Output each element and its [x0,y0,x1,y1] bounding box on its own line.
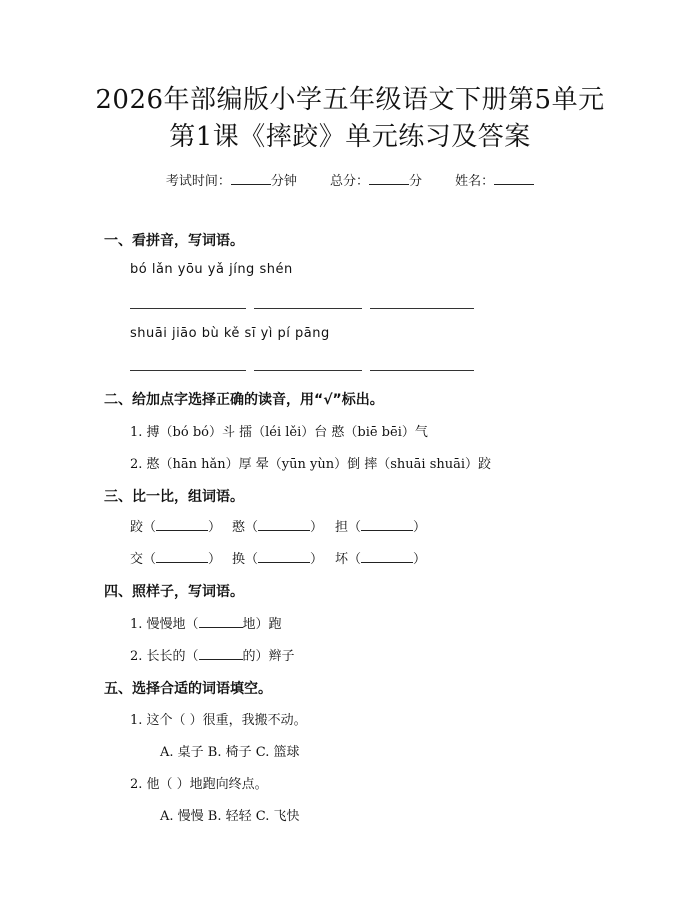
answer-line[interactable] [254,308,362,309]
time-blank[interactable] [231,172,271,185]
page-title-line2: 第1课《摔跤》单元练习及答案 [169,122,531,152]
section-3-title: 三、比一比，组词语。 [104,489,244,505]
score-unit: 分 [409,174,423,189]
compare-item: 坏（ ） [335,552,427,567]
answer-line[interactable] [254,370,362,371]
example-line-1: 1. 慢慢地（ 地）跑 [130,617,282,632]
section-5-title: 五、选择合适的词语填空。 [104,681,272,697]
compare-item: 担（ ） [335,520,427,535]
pronunciation-line-1: 1. 搏（bó bó）斗 擂（léi lěi）台 憨（biē bēi）气 [130,425,428,440]
question-2: 2. 他（ ）地跑向终点。 [130,777,268,792]
pinyin-row-2: shuāi jiāo bù kě sī yì pí pāng [130,326,330,341]
answer-line[interactable] [130,370,246,371]
question-2-options: A. 慢慢 B. 轻轻 C. 飞快 [160,809,300,824]
section-4-title: 四、照样子，写词语。 [104,584,244,600]
example-line-2: 2. 长长的（ 的）辫子 [130,649,295,664]
name-blank[interactable] [494,172,534,185]
section-2-title: 二、给加点字选择正确的读音，用“√”标出。 [104,392,384,408]
exam-info [0,170,700,189]
compare-item: 交（ ） [130,552,222,567]
time-unit: 分钟 [270,174,297,189]
pinyin-row-1: bó lǎn yōu yǎ jíng shén [130,262,293,277]
time-label: 考试时间： [165,174,231,189]
answer-line[interactable] [370,370,474,371]
question-1-options: A. 桌子 B. 椅子 C. 篮球 [160,745,300,760]
pronunciation-line-2: 2. 憨（hān hǎn）厚 晕（yūn yùn）倒 摔（shuāi shuāi）跤 [130,457,492,472]
compare-item: 憨（ ） [232,520,324,535]
section-1-title: 一、看拼音，写词语。 [104,233,244,249]
question-1: 1. 这个（ ）很重，我搬不动。 [130,713,307,728]
page-title-line1: 2026年部编版小学五年级语文下册第5单元 [95,85,605,115]
compare-item: 跤（ ） [130,520,222,535]
score-label: 总分： [329,174,369,189]
answer-line[interactable] [130,308,246,309]
answer-line[interactable] [370,308,474,309]
score-blank[interactable] [369,172,409,185]
name-label: 姓名： [455,174,495,189]
compare-item: 换（ ） [232,552,324,567]
